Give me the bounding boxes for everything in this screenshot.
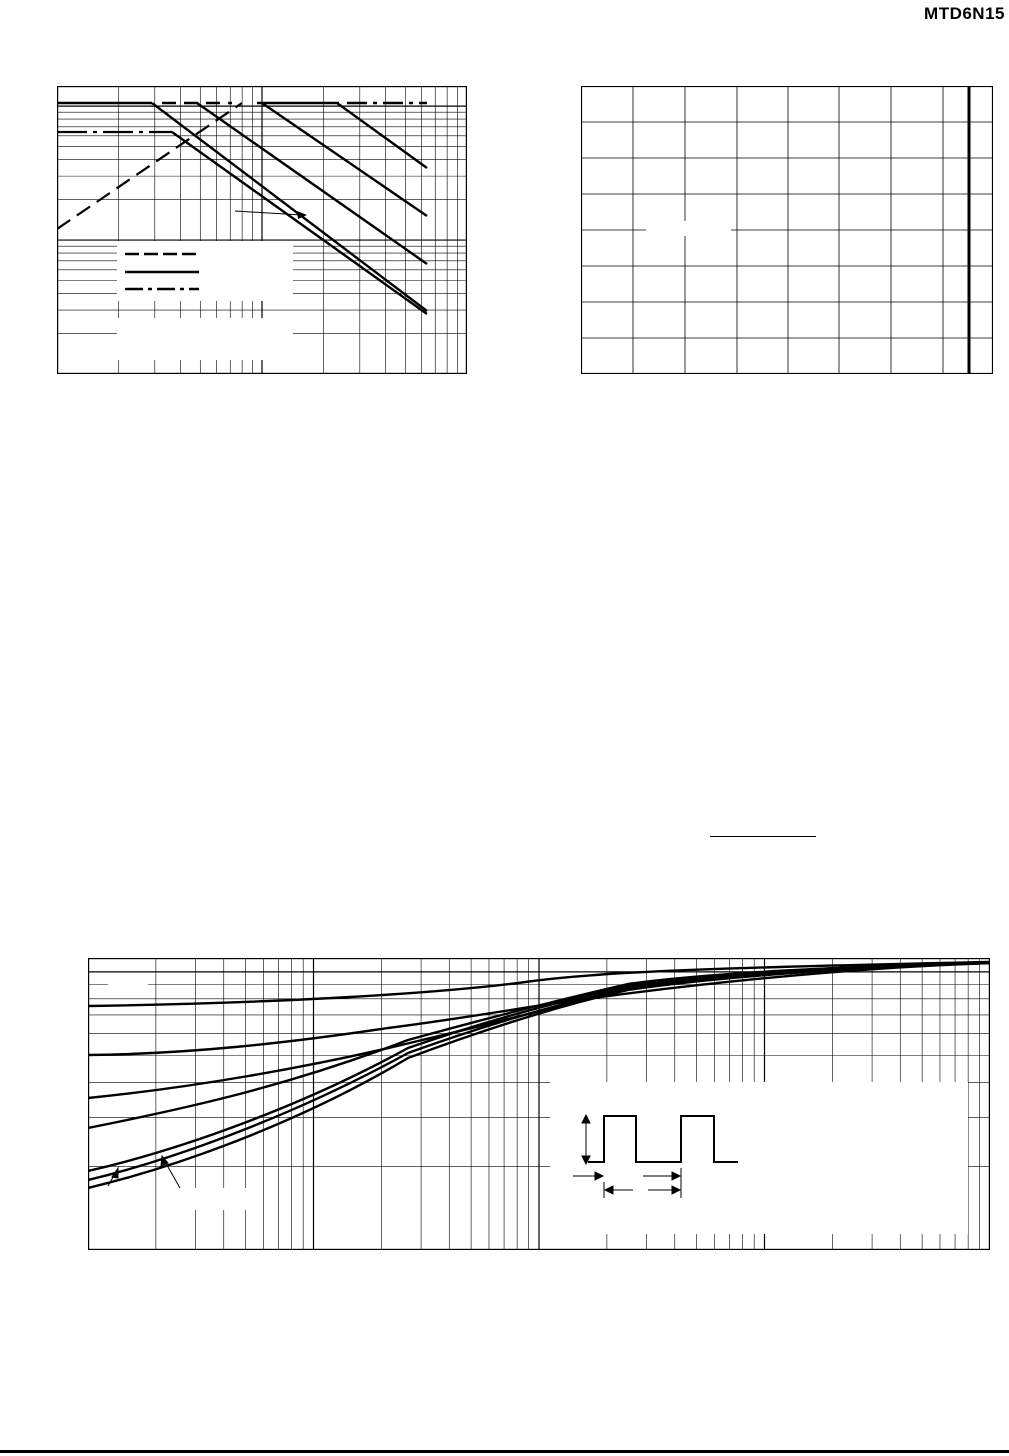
thermal-response-chart xyxy=(88,958,990,1250)
label-mask xyxy=(158,1188,258,1210)
label-mask-2 xyxy=(108,978,148,990)
pulse-line-5 xyxy=(337,103,427,168)
safe-operating-area-plot xyxy=(57,86,467,374)
pointer-line xyxy=(235,211,302,215)
footer-rule xyxy=(0,1450,1009,1453)
linear-grid-chart xyxy=(581,86,993,374)
safe-operating-area-chart xyxy=(57,86,467,374)
thermal-response-plot xyxy=(88,958,990,1250)
short-rule xyxy=(710,836,816,837)
linear-grid-plot xyxy=(581,86,993,374)
note-box xyxy=(117,318,293,360)
rds-limit-line xyxy=(57,103,242,229)
part-number: MTD6N15 xyxy=(924,4,1005,23)
pulse-inset-box xyxy=(550,1082,968,1234)
label-mask xyxy=(646,221,731,236)
